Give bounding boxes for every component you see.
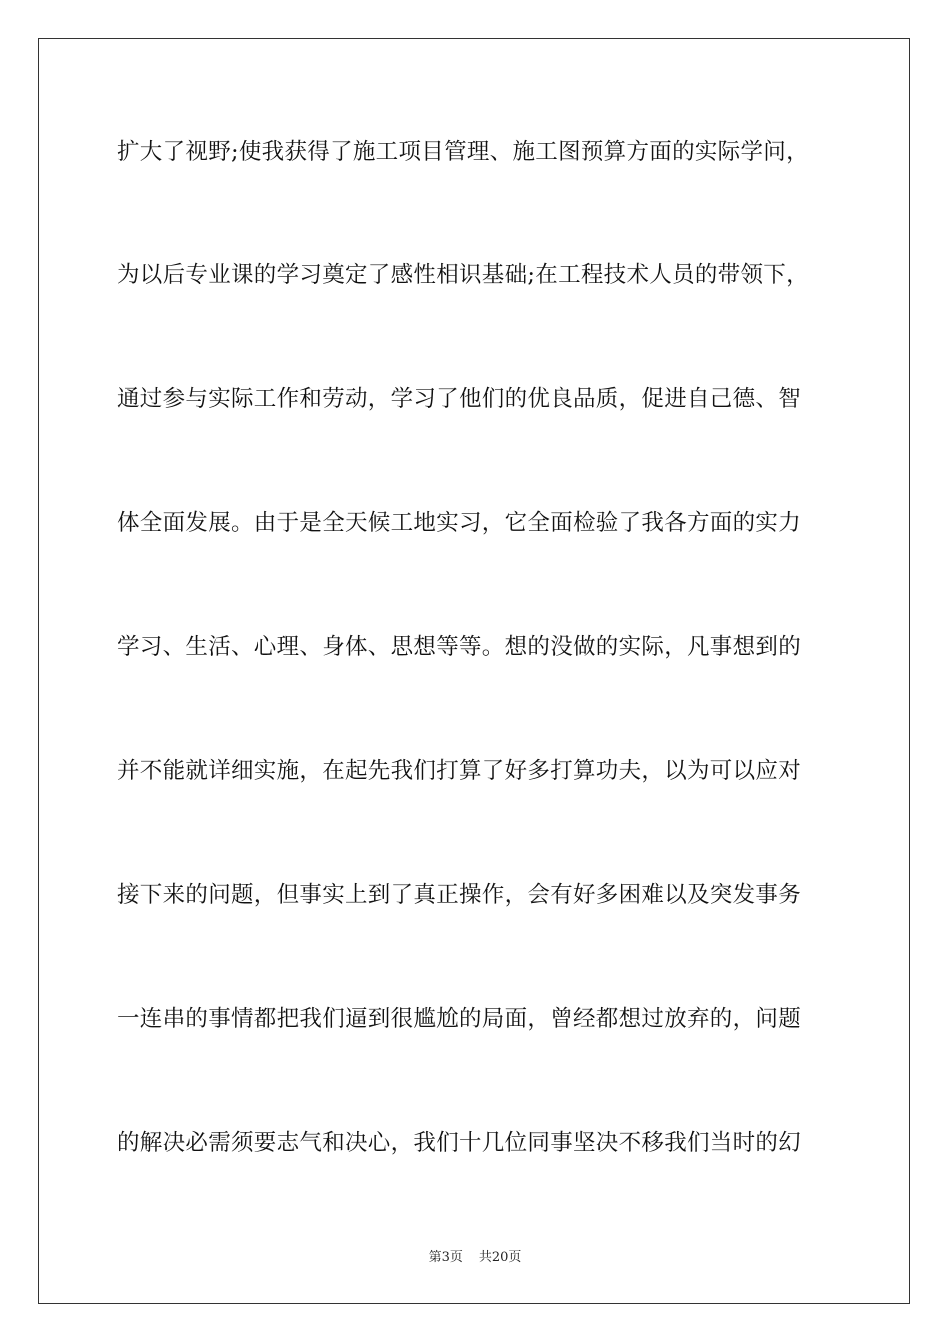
page-number: 第3页 bbox=[428, 1250, 463, 1265]
body-text-line-5: 学习、生活、心理、身体、思想等等。想的没做的实际，凡事想到的 bbox=[117, 634, 802, 660]
body-text-line-2: 为以后专业课的学习奠定了感性相识基础;在工程技术人员的带领下， bbox=[117, 262, 809, 288]
body-text-line-4: 体全面发展。由于是全天候工地实习，它全面检验了我各方面的实力 bbox=[117, 510, 802, 536]
body-text-line-8: 一连串的事情都把我们逼到很尴尬的局面，曾经都想过放弃的，问题 bbox=[117, 1006, 802, 1032]
page-frame bbox=[38, 38, 910, 1304]
body-text-line-7: 接下来的问题，但事实上到了真正操作，会有好多困难以及突发事务 bbox=[117, 882, 802, 908]
page-footer bbox=[0, 1249, 950, 1267]
body-text-line-6: 并不能就详细实施，在起先我们打算了好多打算功夫，以为可以应对 bbox=[117, 758, 802, 784]
page-total: 共20页 bbox=[478, 1250, 522, 1265]
body-text-line-9: 的解决必需须要志气和决心，我们十几位同事坚决不移我们当时的幻 bbox=[117, 1130, 802, 1156]
body-text-line-3: 通过参与实际工作和劳动，学习了他们的优良品质，促进自己德、智 bbox=[117, 386, 802, 412]
body-text-line-1: 扩大了视野;使我获得了施工项目管理、施工图预算方面的实际学问， bbox=[117, 139, 809, 165]
